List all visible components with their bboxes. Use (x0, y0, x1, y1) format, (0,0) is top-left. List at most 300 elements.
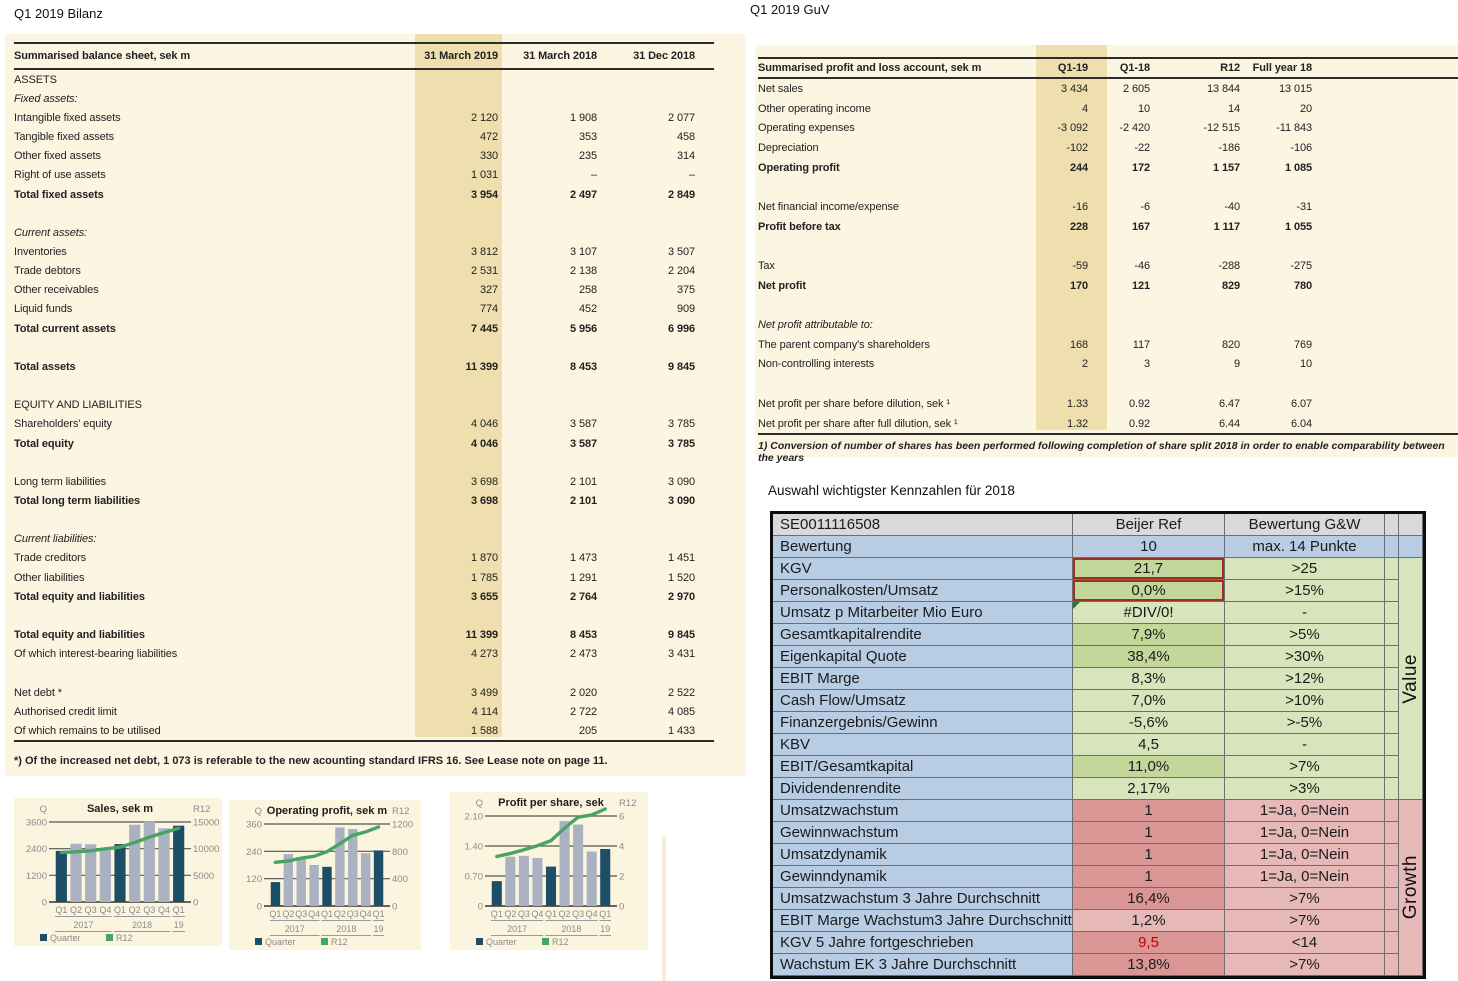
row-value: 1 870 (470, 552, 498, 565)
spreadsheet-cell (1385, 712, 1399, 734)
score-value: 10 (1073, 536, 1225, 558)
left-tick-label: 0 (256, 901, 262, 913)
row-label: Non-controlling interests (758, 358, 875, 371)
metric-target: <14 (1225, 932, 1385, 954)
right-tick-label: 10000 (193, 844, 220, 856)
x-tick-label: Q1 (544, 909, 558, 919)
row-value: 774 (479, 303, 498, 316)
row-value: 168 (1069, 338, 1088, 351)
spreadsheet-cell (1385, 800, 1399, 822)
row-label: EQUITY AND LIABILITIES (14, 399, 142, 412)
right-axis-label: R12 (392, 806, 410, 817)
quarter-bar (129, 825, 140, 902)
quarter-bar (573, 825, 583, 906)
table-row (14, 568, 714, 587)
row-value: 1 520 (667, 571, 695, 584)
x-tick-label: Q2 (128, 905, 141, 915)
row-value: 0.92 (1128, 417, 1150, 430)
fin-col-header: 31 March 2019 (424, 50, 498, 62)
profit-per-share-chart-card (450, 792, 648, 950)
left-axis-label: Q (254, 806, 262, 817)
row-label: Tangible fixed assets (14, 131, 115, 144)
row-label: Long term liabilities (14, 475, 107, 488)
row-value: 14 (1227, 102, 1240, 115)
fin-col-header: 31 Dec 2018 (633, 50, 695, 62)
column-header-bewertung: Bewertung G&W (1225, 514, 1385, 536)
row-value: 10 (1137, 102, 1150, 115)
r12-legend-swatch (321, 938, 328, 945)
row-value: 2 101 (569, 475, 597, 488)
quarter-bar (335, 827, 344, 906)
row-value: -46 (1134, 260, 1150, 273)
table-row (14, 549, 714, 568)
row-value: -40 (1224, 200, 1240, 213)
metric-label: Umsatzdynamik (773, 844, 1073, 866)
spreadsheet-cell (1385, 888, 1399, 910)
row-value: 2 101 (569, 495, 597, 508)
chart-title: Sales, sek m (86, 803, 154, 815)
x-tick-label: Q3 (517, 909, 530, 919)
fin-table-title: Summarised balance sheet, sek m (14, 50, 191, 62)
metric-value: 21,7 (1073, 558, 1225, 580)
table-row (758, 79, 1458, 99)
row-label: Depreciation (758, 141, 819, 154)
row-value: 780 (1293, 279, 1312, 292)
row-value: 452 (578, 303, 597, 316)
row-value: 121 (1131, 279, 1150, 292)
left-tick-label: 1.40 (464, 841, 483, 853)
row-value: -275 (1290, 260, 1312, 273)
quarter-bar-highlight (600, 849, 610, 906)
metric-label: Umsatzwachstum 3 Jahre Durchschnitt (773, 888, 1073, 910)
table-row (14, 664, 714, 683)
row-value: 1 157 (1212, 161, 1240, 174)
spreadsheet-cell (1385, 756, 1399, 778)
row-label: Net profit attributable to: (758, 319, 873, 332)
left-tick-label: 1200 (25, 870, 47, 882)
quarter-bar (560, 821, 570, 906)
table-row (14, 472, 714, 491)
r12-legend-label: R12 (552, 937, 569, 947)
r12-legend-swatch (542, 938, 549, 945)
year-label: 2018 (561, 924, 582, 934)
row-value: -11 843 (1276, 122, 1312, 135)
metric-value: 9,5 (1073, 932, 1225, 954)
right-tick-label: 6 (619, 811, 625, 823)
spreadsheet-cell (1399, 536, 1423, 558)
row-label: Other liabilities (14, 571, 85, 584)
table-row (758, 99, 1458, 119)
row-value: 353 (578, 131, 597, 144)
quarter-bar (309, 865, 318, 906)
x-tick-label: Q2 (558, 909, 571, 919)
year-label: 2018 (336, 924, 357, 934)
row-value: 8 453 (569, 360, 597, 373)
metric-value: 13,8% (1073, 954, 1225, 976)
column-header-beijer-ref: Beijer Ref (1073, 514, 1225, 536)
spreadsheet-cell (1385, 954, 1399, 976)
table-row (758, 315, 1458, 335)
quarter-legend-label: Quarter (50, 933, 81, 943)
row-label: Right of use assets (14, 169, 106, 182)
x-tick-label: Q3 (84, 905, 97, 915)
row-label: Current assets: (14, 226, 88, 239)
row-value: 7 445 (470, 322, 498, 335)
row-value: 472 (479, 131, 498, 144)
left-axis-label: Q (39, 804, 47, 815)
chart-title: Profit per share, sek (498, 797, 604, 809)
metric-value: 1 (1073, 822, 1225, 844)
row-value: -31 (1296, 200, 1312, 213)
spreadsheet-cell (1385, 910, 1399, 932)
fin-col-header: 31 March 2018 (523, 50, 597, 62)
right-tick-label: 0 (193, 897, 199, 909)
table-row (14, 511, 714, 530)
year-label: 2017 (73, 920, 94, 930)
fin-col-header: Q1-18 (1119, 62, 1150, 74)
year-label: 2018 (131, 920, 153, 930)
row-value: 1.32 (1066, 417, 1088, 430)
row-value: 4 114 (471, 705, 498, 718)
row-value: -3 092 (1057, 122, 1088, 135)
metric-target: - (1225, 734, 1385, 756)
score-row-label: Bewertung (773, 536, 1073, 558)
row-value: 1 055 (1284, 220, 1312, 233)
table-row (14, 204, 714, 223)
table-row (758, 296, 1458, 316)
table-row (758, 177, 1458, 197)
metric-label: EBIT/Gesamtkapital (773, 756, 1073, 778)
table-row (14, 645, 714, 664)
row-value: 4 085 (667, 705, 695, 718)
row-value: 314 (676, 150, 695, 163)
table-row (14, 223, 714, 242)
row-label: Net profit per share before dilution, sek ¹ (758, 397, 950, 410)
metric-label: Eigenkapital Quote (773, 646, 1073, 668)
table-row (14, 530, 714, 549)
spreadsheet-cell (1385, 602, 1399, 624)
row-value: 3 090 (667, 495, 695, 508)
table-row (14, 702, 714, 721)
row-label: Current liabilities: (14, 533, 97, 546)
r12-legend-label: R12 (116, 933, 133, 943)
quarter-bar-highlight (322, 867, 331, 906)
row-label: Total equity and liabilities (14, 629, 145, 642)
row-value: 1 117 (1213, 220, 1240, 233)
table-row (14, 166, 714, 185)
table-row (14, 281, 714, 300)
metric-value: 7,9% (1073, 624, 1225, 646)
quarter-bar (158, 828, 169, 902)
table-row (14, 453, 714, 472)
metric-value: 1,2% (1073, 910, 1225, 932)
score-target: max. 14 Punkte (1225, 536, 1385, 558)
value-label: Value (1399, 653, 1421, 704)
metric-value: 11,0% (1073, 756, 1225, 778)
fin-table-rows (14, 70, 714, 742)
table-row (14, 319, 714, 338)
metric-label: Gesamtkapitalrendite (773, 624, 1073, 646)
metric-value: -5,6% (1073, 712, 1225, 734)
row-value: 172 (1131, 161, 1150, 174)
fin-table-rows (758, 79, 1458, 435)
row-value: 2 473 (569, 648, 597, 661)
x-tick-label: Q4 (157, 905, 171, 915)
r12-legend-label: R12 (331, 937, 348, 947)
row-value: 2 138 (569, 265, 597, 278)
table-row (758, 197, 1458, 217)
metric-target: >7% (1225, 756, 1385, 778)
metric-target: >25 (1225, 558, 1385, 580)
row-value: -288 (1218, 260, 1240, 273)
row-label: Tax (758, 260, 775, 273)
metric-target: - (1225, 602, 1385, 624)
bilanz-title: Q1 2019 Bilanz (14, 6, 103, 21)
pnl-table (758, 57, 1458, 435)
right-tick-label: 5000 (193, 870, 215, 882)
x-tick-label: Q2 (504, 909, 517, 919)
row-value: 2 020 (569, 686, 597, 699)
row-value: 8 453 (569, 629, 597, 642)
row-value: 3 785 (667, 418, 695, 431)
row-value: 3 698 (470, 495, 498, 508)
row-value: 1 785 (470, 571, 498, 584)
table-row (758, 118, 1458, 138)
metric-label: Dividendenrendite (773, 778, 1073, 800)
table-row (14, 300, 714, 319)
x-tick-label: Q1 (372, 909, 385, 919)
metric-value: 1 (1073, 844, 1225, 866)
fin-col-header: Full year 18 (1252, 62, 1312, 74)
row-label: Net sales (758, 82, 803, 95)
row-label: Total current assets (14, 322, 116, 335)
row-value: 330 (479, 150, 498, 163)
quarter-bar (144, 822, 155, 902)
metric-target: >15% (1225, 580, 1385, 602)
row-value: 2 120 (470, 111, 498, 124)
x-tick-label: Q3 (346, 909, 359, 919)
row-value: -16 (1072, 200, 1088, 213)
row-value: 3 954 (470, 188, 498, 201)
row-value: 3 587 (569, 418, 597, 431)
row-label: Total fixed assets (14, 188, 104, 201)
table-row (14, 262, 714, 281)
table-row (758, 256, 1458, 276)
row-label: Inventories (14, 245, 67, 258)
table-row (758, 138, 1458, 158)
kennzahlen-table (770, 511, 1426, 979)
row-value: 2 497 (569, 188, 597, 201)
x-tick-label: Q3 (572, 909, 585, 919)
row-value: – (688, 169, 695, 182)
fin-table-header (14, 42, 714, 70)
guv-title: Q1 2019 GuV (750, 2, 830, 17)
table-row (14, 89, 714, 108)
row-value: -22 (1134, 141, 1150, 154)
row-value: 6.04 (1290, 417, 1312, 430)
row-label: Operating profit (758, 161, 840, 174)
metric-target: >7% (1225, 954, 1385, 976)
row-label: Total equity (14, 437, 74, 450)
row-value: 4 046 (470, 437, 498, 450)
table-row (14, 127, 714, 146)
right-axis-label: R12 (619, 798, 637, 809)
right-tick-label: 15000 (193, 817, 220, 829)
row-value: 167 (1131, 220, 1150, 233)
metric-target: 1=Ja, 0=Nein (1225, 822, 1385, 844)
balance-sheet-panel (5, 34, 746, 776)
pnl-footnote: 1) Conversion of number of shares has been performed following completion of share split 2018 in order to enable comparability between the years (758, 440, 1445, 464)
kennzahlen-title: Auswahl wichtigster Kennzahlen für 2018 (768, 483, 1015, 498)
metric-value: #DIV/0! (1073, 602, 1225, 624)
quarter-bar (587, 852, 597, 906)
row-value: 1 031 (470, 169, 498, 182)
left-tick-label: 0 (41, 897, 47, 909)
left-tick-label: 360 (246, 819, 262, 831)
metric-label: KGV 5 Jahre fortgeschrieben (773, 932, 1073, 954)
quarter-bar (100, 848, 111, 902)
operating-profit-chart (229, 800, 421, 950)
row-value: 3 107 (569, 245, 597, 258)
left-tick-label: 3600 (25, 817, 47, 829)
table-row (14, 377, 714, 396)
row-label: Total assets (14, 360, 76, 373)
metric-value: 2,17% (1073, 778, 1225, 800)
quarter-bar-highlight (271, 882, 280, 906)
quarter-legend-swatch (40, 934, 47, 941)
row-value: 228 (1069, 220, 1088, 233)
row-value: 2 (1081, 358, 1088, 371)
row-label: Liquid funds (14, 303, 73, 316)
growth-section-label (1399, 800, 1423, 976)
metric-target: >10% (1225, 690, 1385, 712)
left-tick-label: 240 (246, 846, 262, 858)
spreadsheet-cell (1385, 514, 1399, 536)
chart-title: Operating profit, sek m (266, 805, 388, 817)
left-tick-label: 0.70 (464, 871, 483, 883)
x-tick-label: Q4 (99, 905, 112, 915)
x-tick-label: Q4 (531, 909, 544, 919)
spreadsheet-cell (1385, 558, 1399, 580)
row-value: 10 (1299, 358, 1312, 371)
row-value: 1 908 (569, 111, 597, 124)
row-value: 3 090 (667, 475, 695, 488)
row-label: Total long term liabilities (14, 495, 141, 508)
row-value: 2 531 (470, 265, 498, 278)
row-value: 3 (1143, 358, 1150, 371)
right-tick-label: 1200 (392, 819, 414, 831)
table-row (14, 415, 714, 434)
metric-label: Personalkosten/Umsatz (773, 580, 1073, 602)
quarter-bar-highlight (374, 850, 383, 906)
row-label: Shareholders' equity (14, 418, 112, 431)
year-label: 19 (373, 924, 384, 934)
quarter-bar (532, 858, 542, 906)
row-value: 235 (578, 150, 597, 163)
table-row (14, 242, 714, 261)
row-label: Net financial income/expense (758, 200, 899, 213)
metric-label: Umsatz p Mitarbeiter Mio Euro (773, 602, 1073, 624)
quarter-bar-highlight (173, 826, 184, 902)
row-value: 820 (1221, 338, 1240, 351)
row-value: 9 (1233, 358, 1240, 371)
metric-label: Gewinnwachstum (773, 822, 1073, 844)
row-value: 4 273 (470, 648, 498, 661)
row-value: 0.92 (1128, 397, 1150, 410)
metric-label: KGV (773, 558, 1073, 580)
row-label: Operating expenses (758, 122, 855, 135)
row-label: Profit before tax (758, 220, 841, 233)
spreadsheet-cell (1385, 668, 1399, 690)
right-tick-label: 800 (392, 846, 408, 858)
row-value: 13 844 (1206, 82, 1240, 95)
table-row (14, 721, 714, 740)
row-label: Net profit per share after full dilution, sek ¹ (758, 417, 958, 430)
row-value: – (590, 169, 597, 182)
quarter-bar (519, 856, 529, 906)
quarter-bar (361, 853, 370, 906)
row-value: 6.07 (1290, 397, 1312, 410)
x-tick-label: Q1 (490, 909, 503, 919)
left-axis-label: Q (475, 798, 483, 809)
table-row (758, 335, 1458, 355)
x-tick-label: Q1 (269, 909, 282, 919)
x-tick-label: Q1 (320, 909, 334, 919)
quarter-bar-highlight (114, 844, 125, 902)
row-label: Other receivables (14, 284, 99, 297)
x-tick-label: Q1 (599, 909, 612, 919)
year-label: 19 (173, 920, 184, 930)
row-label: Of which interest-bearing liabilities (14, 648, 178, 661)
right-tick-label: 0 (619, 901, 625, 913)
right-tick-label: 2 (619, 871, 625, 883)
metric-target: >3% (1225, 778, 1385, 800)
x-tick-label: Q3 (143, 905, 156, 915)
row-value: 3 812 (470, 245, 498, 258)
x-tick-label: Q2 (282, 909, 295, 919)
row-value: 1 588 (470, 724, 498, 737)
right-tick-label: 4 (619, 841, 625, 853)
spreadsheet-cell (1385, 580, 1399, 602)
metric-label: EBIT Marge Wachstum3 Jahre Durchschnitt (773, 910, 1073, 932)
row-label: Trade debtors (14, 265, 81, 278)
row-value: 3 431 (667, 648, 695, 661)
metric-value: 0,0% (1073, 580, 1225, 602)
metric-target: >5% (1225, 624, 1385, 646)
spreadsheet-cell (1385, 932, 1399, 954)
table-row (758, 158, 1458, 178)
row-value: 327 (479, 284, 498, 297)
row-label: Trade creditors (14, 552, 87, 565)
metric-label: Finanzergebnis/Gewinn (773, 712, 1073, 734)
table-row (758, 374, 1458, 394)
left-tick-label: 2.10 (464, 811, 483, 823)
metric-target: >30% (1225, 646, 1385, 668)
row-value: 4 (1081, 102, 1088, 115)
table-row (14, 338, 714, 357)
row-value: 117 (1132, 338, 1150, 351)
spreadsheet-cell (1385, 844, 1399, 866)
metric-value: 38,4% (1073, 646, 1225, 668)
table-row (14, 108, 714, 127)
quarter-legend-swatch (476, 938, 483, 945)
left-tick-label: 120 (246, 874, 262, 886)
fin-col-header: R12 (1220, 62, 1240, 74)
metric-target: >7% (1225, 888, 1385, 910)
row-label: Authorised credit limit (14, 705, 117, 718)
row-value: 5 956 (569, 322, 597, 335)
row-value: 9 845 (667, 360, 695, 373)
